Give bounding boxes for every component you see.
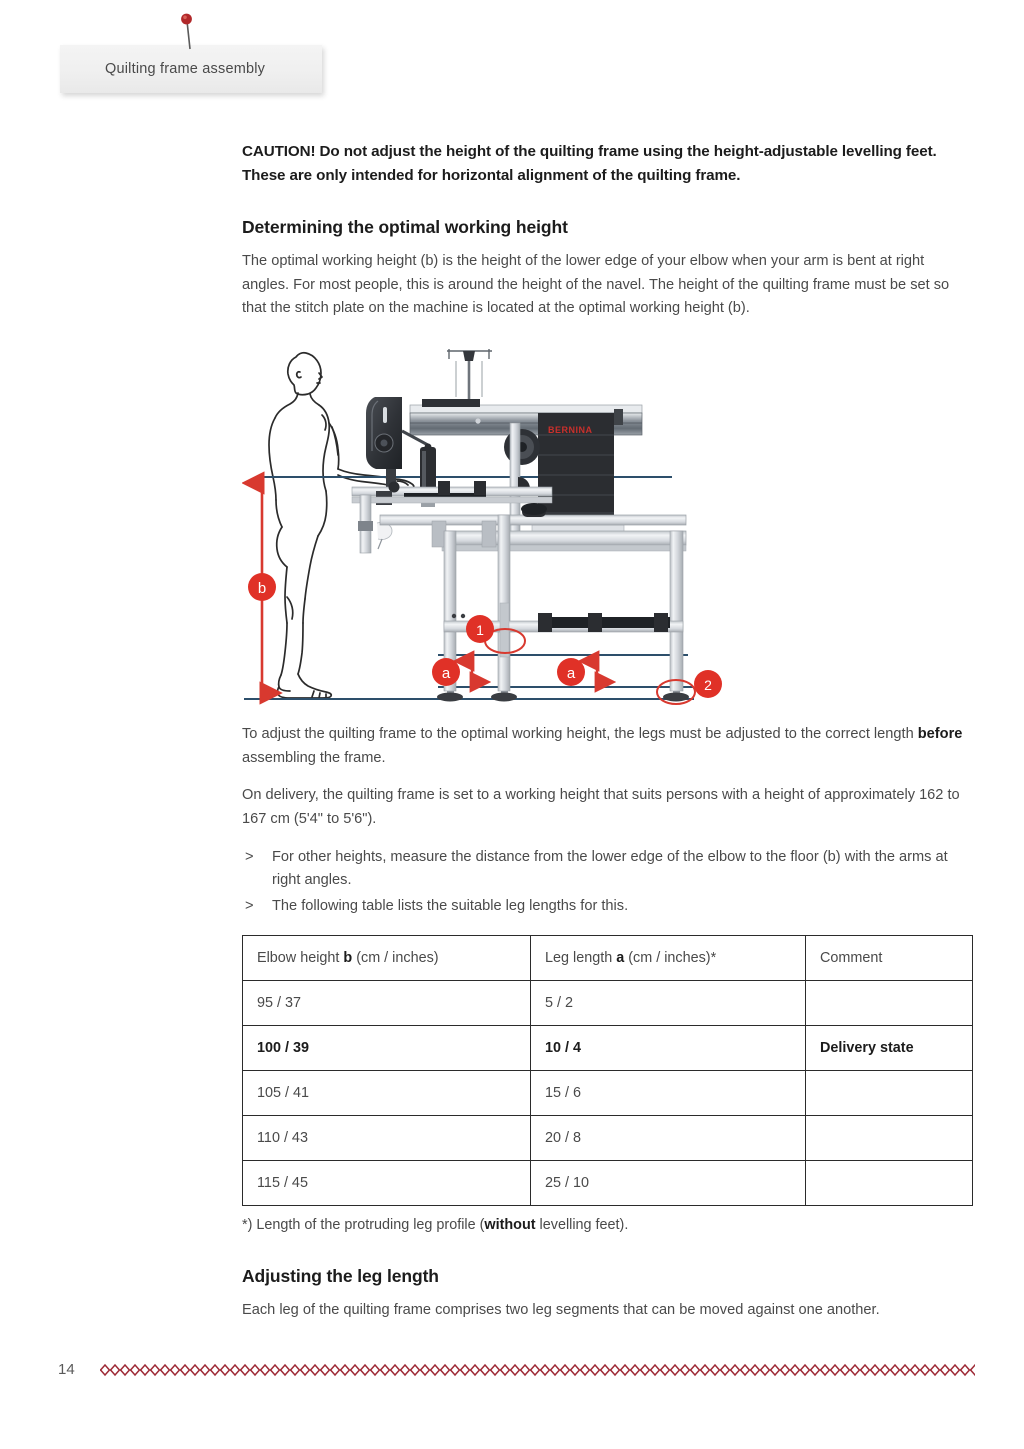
cell-comment xyxy=(806,980,973,1025)
col-head-symbol: a xyxy=(616,949,625,966)
figure-working-height-diagram xyxy=(242,335,972,707)
caution-note: CAUTION! Do not adjust the height of the quilting frame using the height-adjustable levelling feet. These are only intended for horizontal alignment of the quilting frame. xyxy=(242,143,937,184)
cell-comment xyxy=(806,1070,973,1115)
column-header-comment xyxy=(806,935,973,980)
footnote-bold: without xyxy=(484,1216,536,1233)
handwheel xyxy=(504,429,540,465)
paragraph-adjust-before-assembly xyxy=(242,723,972,770)
cell-comment xyxy=(806,1160,973,1205)
col-head-symbol: b xyxy=(343,949,353,966)
footnote-pre: *) Length of the protruding leg profile ( xyxy=(242,1216,485,1233)
list-item-text: For other heights, measure the distance from the lower edge of the elbow to the floor (b) with the arms at right angles. xyxy=(272,848,948,889)
callout-a-right-label: a xyxy=(566,665,576,683)
para-post: assembling the frame. xyxy=(242,749,386,766)
pushpin-icon xyxy=(170,8,204,54)
list-item xyxy=(242,895,972,919)
table-row xyxy=(243,1025,973,1070)
col-head-pre: Leg length xyxy=(545,949,617,966)
column-header-leg-length xyxy=(531,935,806,980)
working-height-illustration xyxy=(242,335,972,707)
cell-leg-length: 5 / 2 xyxy=(531,980,806,1025)
col-head-post: (cm / inches) xyxy=(352,949,439,966)
chapter-tab-label: Quilting frame assembly xyxy=(105,61,266,77)
cell-elbow-height: 95 / 37 xyxy=(243,980,531,1025)
callout-2-label: 2 xyxy=(704,677,712,694)
cell-comment: Delivery state xyxy=(806,1025,973,1070)
table-row xyxy=(243,980,973,1025)
cell-elbow-height: 105 / 41 xyxy=(243,1070,531,1115)
dimension-a-left xyxy=(432,658,472,686)
cell-elbow-height: 110 / 43 xyxy=(243,1115,531,1160)
cell-leg-length: 20 / 8 xyxy=(531,1115,806,1160)
paragraph-optimal-working-height: The optimal working height (b) is the height of the lower edge of your elbow when your arm is bent at right angles. For most people, this is around the height of the navel. The height of the quilting frame must be set so that the stitch plate on the machine is located at the optimal working height (b). xyxy=(242,253,950,317)
callout-a-left-label: a xyxy=(441,665,451,683)
heading-adjusting-leg-length: Adjusting the leg length xyxy=(242,1265,439,1286)
col-head-post: (cm / inches)* xyxy=(624,949,717,966)
guide-lines xyxy=(244,477,694,699)
cell-elbow-height: 115 / 45 xyxy=(243,1160,531,1205)
list-item xyxy=(242,846,972,893)
column-header-elbow-height xyxy=(243,935,531,980)
table-row xyxy=(243,1160,973,1205)
para-pre: To adjust the quilting frame to the optimal working height, the legs must be adjusted to the correct length xyxy=(242,726,918,743)
callout-b-label: b xyxy=(257,580,267,598)
footnote-post: levelling feet). xyxy=(535,1216,629,1233)
para-bold-before: before xyxy=(917,726,963,743)
cell-leg-length: 25 / 10 xyxy=(531,1160,806,1205)
cell-leg-length: 10 / 4 xyxy=(531,1025,806,1070)
paragraph-delivery-height: On delivery, the quilting frame is set to a working height that suits persons with a height of approximately 162 to 167 cm (5'4" to 5'6"). xyxy=(242,787,960,827)
cell-comment xyxy=(806,1115,973,1160)
cell-elbow-height: 100 / 39 xyxy=(243,1025,531,1070)
dimension-a-right xyxy=(557,658,597,686)
paragraph-leg-segments: Each leg of the quilting frame comprises two leg segments that can be moved against one another. xyxy=(242,1301,880,1318)
machine-logo: BERNINA xyxy=(548,425,593,436)
page-content xyxy=(242,140,972,1337)
list-item-text: The following table lists the suitable leg lengths for this. xyxy=(272,897,629,914)
page-footer xyxy=(0,1352,1024,1392)
table-row xyxy=(243,1115,973,1160)
col-head-pre: Elbow height xyxy=(257,949,344,966)
leg-length-table xyxy=(242,935,973,1206)
table-header-row xyxy=(243,935,973,980)
frame-dark-bar xyxy=(542,617,670,628)
col-head-pre: Comment xyxy=(820,949,883,966)
heading-determining-working-height: Determining the optimal working height xyxy=(242,217,568,238)
table-row xyxy=(243,1070,973,1115)
list-marker-icon: > xyxy=(245,848,254,865)
machine-arm-cover xyxy=(422,399,480,407)
callout-1-label: 1 xyxy=(476,622,484,639)
table-footnote xyxy=(242,1214,972,1236)
cell-leg-length: 15 / 6 xyxy=(531,1070,806,1115)
frame-leg-right xyxy=(670,531,683,691)
page-number: 14 xyxy=(58,1361,75,1378)
list-marker-icon: > xyxy=(245,897,254,914)
dimension-b xyxy=(248,483,276,693)
thread-stand xyxy=(447,349,492,403)
decorative-footer-band xyxy=(100,1362,975,1378)
instruction-list xyxy=(242,846,972,919)
frame-beam-upper xyxy=(442,531,686,545)
